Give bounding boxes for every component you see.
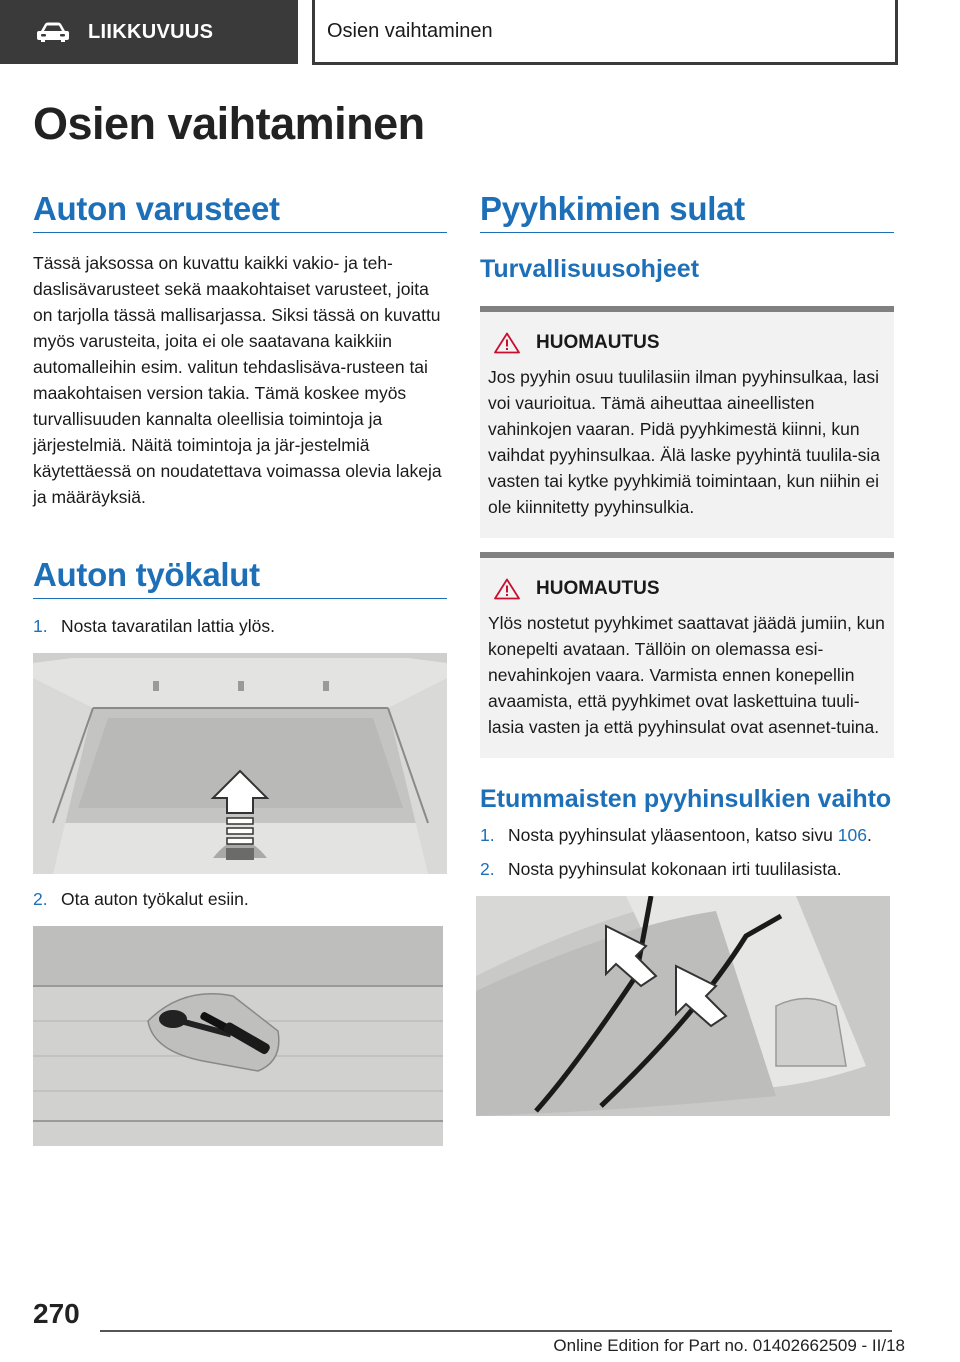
step-text: Nosta pyyhinsulat kokonaan irti tuulilasista. — [508, 859, 842, 879]
left-column — [33, 190, 447, 1146]
step-number: 1. — [33, 616, 48, 636]
heading-auton-tyokalut: Auton työkalut — [33, 556, 447, 599]
step-number: 2. — [33, 889, 48, 909]
page-link[interactable]: 106 — [837, 825, 867, 845]
warning-header — [494, 332, 886, 354]
figure-windshield-wipers — [476, 896, 890, 1116]
trunk-floor-illustration — [33, 653, 447, 874]
header-chapter-label: Osien vaihtaminen — [327, 19, 493, 42]
header-section-label: LIIKKUVUUS — [88, 20, 214, 43]
step-number: 1. — [480, 825, 495, 845]
warning-title: HUOMAUTUS — [536, 332, 660, 353]
heading-auton-varusteet: Auton varusteet — [33, 190, 447, 233]
figure-tool-kit — [33, 926, 443, 1146]
footer-edition: Online Edition for Part no. 01402662509 - II/18 — [553, 1336, 905, 1355]
accessories-paragraph: Tässä jaksossa on kuvattu kaikki vakio- ja teh-daslisävarusteet sekä maakohtaiset varusteet, joita on tarjolla tässä mallisarjassa. Siksi tässä on kuvattu myös varusteita, joita ei ole saatavana kaikkiin automalleihin esim. valitun tehdaslisäva-rusteen tai maakohtaisen version takia. Tämä koskee myös turvallisuuden kannalta oleellisia toimintoja ja järjestelmiä. Näitä toimintoja ja jär-jestelmiä käytettäessä on noudatettava voimassa olevia lakeja ja määräyksiä. — [33, 253, 442, 507]
warning-text: Ylös nostetut pyyhkimet saattavat jäädä jumiin, kun konepelti avataan. Tällöin on olemassa esi-nevahinkojen vaara. Varmista ennen konepellin avaamista, että pyyhkimet ovat laskettuina tuuli-lasia vasten ja että pyyhinsulat ovat asennet-tuina. — [488, 613, 885, 737]
heading-pyyhkimien-sulat: Pyyhkimien sulat — [480, 190, 894, 233]
step-text — [508, 822, 872, 848]
tools-step-1 — [33, 613, 447, 639]
step-text-post: . — [866, 825, 872, 845]
header-section-tab — [0, 0, 298, 64]
warning-header — [494, 578, 886, 600]
figure-trunk-floor — [33, 653, 447, 874]
warning-title: HUOMAUTUS — [536, 578, 660, 599]
car-icon — [36, 21, 70, 43]
step-number: 2. — [480, 859, 495, 879]
header-chapter-box — [312, 0, 898, 65]
warning-text: Jos pyyhin osuu tuulilasiin ilman pyyhinsulkaa, lasi voi vaurioitua. Tämä aiheuttaa aineellisten vahinkojen vaaran. Pidä pyyhkimestä kiinni, kun vaihdat pyyhinsulkaa. Älä laske pyyhintä tuulila-sia vasten tai kytke pyyhkimiä toimintaan, kun niihin ei ole kiinnitetty pyyhinsulkia. — [488, 367, 881, 517]
step-text-pre: Nosta pyyhinsulat yläasentoon, katso sivu — [508, 825, 838, 845]
warning-triangle-icon — [494, 332, 520, 354]
right-column — [480, 190, 894, 1116]
page-number: 270 — [33, 1298, 80, 1329]
step-text: Nosta tavaratilan lattia ylös. — [61, 616, 275, 636]
warning-box-2 — [480, 552, 894, 758]
step-text: Ota auton työkalut esiin. — [61, 889, 249, 909]
tool-kit-illustration — [33, 926, 443, 1146]
tools-step-2 — [33, 886, 447, 912]
warning-triangle-icon — [494, 578, 520, 600]
windshield-wipers-illustration — [476, 896, 890, 1116]
heading-etummaisten-pyyhinsulkien-vaihto: Etummaisten pyyhinsulkien vaihto — [480, 785, 892, 813]
heading-turvallisuusohjeet: Turvallisuusohjeet — [480, 255, 700, 283]
footer-divider — [100, 1330, 892, 1332]
front-step-2 — [480, 856, 894, 882]
page-title: Osien vaihtaminen — [33, 98, 425, 149]
front-step-1 — [480, 822, 894, 848]
warning-box-1 — [480, 306, 894, 538]
